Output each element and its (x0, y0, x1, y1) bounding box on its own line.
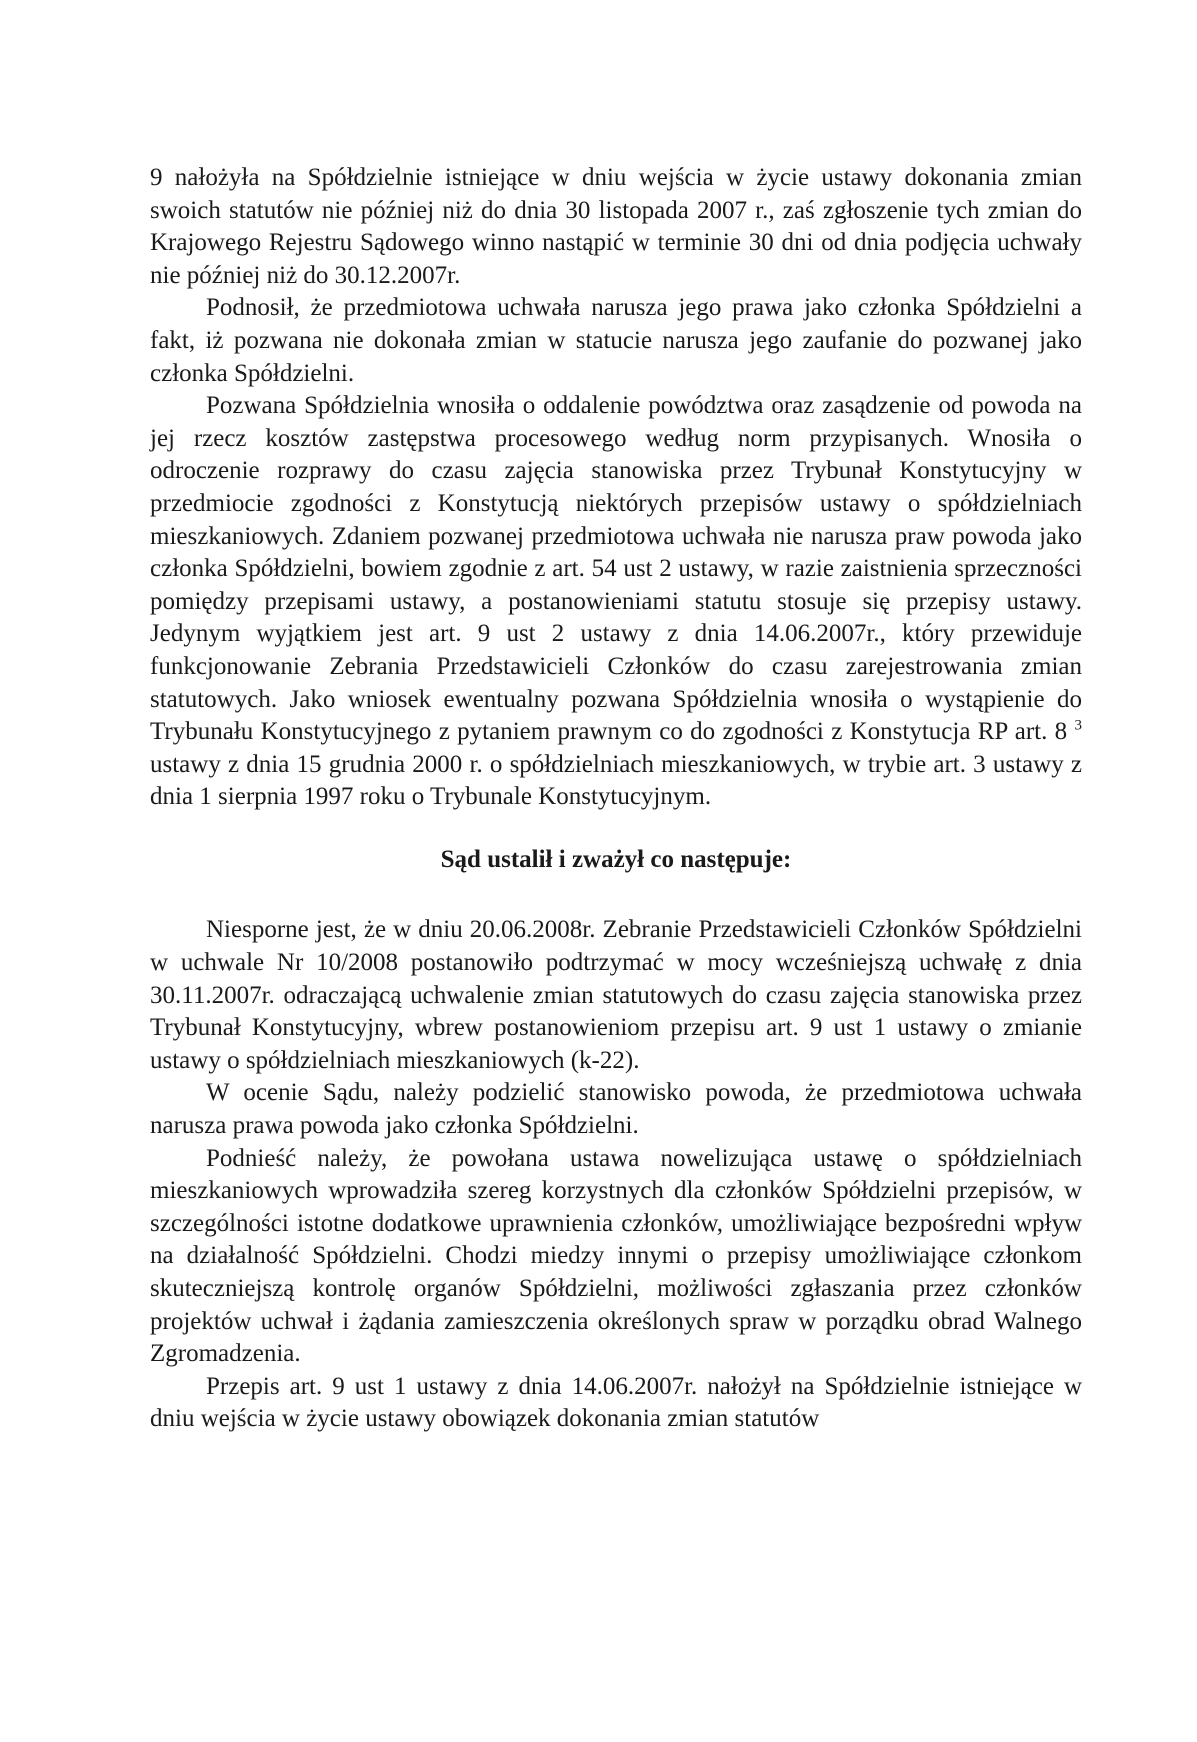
paragraph-7: Przepis art. 9 ust 1 ustawy z dnia 14.06.2007r. nałożył na Spółdzielnie istniejące w dniu wejścia w życie ustawy obowiązek dokonania zmian statutów (150, 1372, 1082, 1433)
paragraph-2: Podnosił, że przedmiotowa uchwała narusza jego prawa jako członka Spółdzielni a fakt, iż pozwana nie dokonała zmian w statucie narusza jego zaufanie do pozwanej jako członka Spółdzielni. (150, 294, 1082, 387)
paragraph-6: Podnieść należy, że powołana ustawa nowelizująca ustawę o spółdzielniach mieszkaniowych wprowadziła szereg korzystnych dla członków Spółdzielni przepisów, w szczególności istotne dodatkowe uprawnienia członków, umożliwiające bezpośredni wpływ na działalność Spółdzielni. Chodzi miedzy innymi o przepisy umożliwiające członkom skuteczniejszą kontrolę organów Spółdzielni, możliwości zgłaszania przez członków projektów uchwał i żądania zamieszczenia określonych spraw w porządku obrad Walnego Zgromadzenia. (150, 1144, 1082, 1368)
section-heading: Sąd ustalił i zważył co następuje: (440, 845, 792, 873)
paragraph-4: Niesporne jest, że w dniu 20.06.2008r. Zebranie Przedstawicieli Członków Spółdzielni w uchwale Nr 10/2008 postanowiło podtrzymać w mocy wcześniejszą uchwałę z dnia 30.11.2007r. odraczającą uchwalenie zmian statutowych do czasu zajęcia stanowiska przez Trybunał Konstytucyjny, wbrew postanowieniom przepisu art. 9 ust 1 ustawy o zmianie ustawy o spółdzielniach mieszkaniowych (k-22). (150, 916, 1082, 1074)
paragraph-3-part-a: Pozwana Spółdzielnia wnosiła o oddalenie powództwa oraz zasądzenie od powoda na jej rzecz kosztów zastępstwa procesowego według norm przypisanych. Wnosiła o odroczenie rozprawy do czasu zajęcia stanowiska przez Trybunał Konstytucyjny w przedmiocie zgodności z Konstytucją niektórych przepisów ustawy o spółdzielniach mieszkaniowych. Zdaniem pozwanej przedmiotowa uchwała nie narusza praw powoda jako członka Spółdzielni, bowiem zgodnie z art. 54 ust 2 ustawy, w razie zaistnienia sprzeczności pomiędzy przepisami ustawy, a postanowieniami statutu stosuje się przepisy ustawy. Jedynym wyjątkiem jest art. 9 ust 2 ustawy z dnia 14.06.2007r., który przewiduje funkcjonowanie Zebrania Przedstawicieli Członków do czasu zarejestrowania zmian statutowych. Jako wniosek ewentualny pozwana Spółdzielnia wnosiła o wystąpienie do Trybunału Konstytucyjnego z pytaniem prawnym co do zgodności z Konstytucja RP art. 8 (150, 392, 1082, 746)
document-page (150, 162, 1082, 1436)
paragraph-5: W ocenie Sądu, należy podzielić stanowisko powoda, że przedmiotowa uchwała narusza prawa powoda jako członka Spółdzielni. (150, 1079, 1082, 1140)
paragraph-1: 9 nałożyła na Spółdzielnie istniejące w dniu wejścia w życie ustawy dokonania zmian swoich statutów nie później niż do dnia 30 listopada 2007 r., zaś zgłoszenie tych zmian do Krajowego Rejestru Sądowego winno nastąpić w terminie 30 dni od dnia podjęcia uchwały nie później niż do 30.12.2007r. (150, 164, 1082, 289)
superscript-3: 3 (1074, 717, 1082, 734)
paragraph-3 (150, 390, 1082, 814)
paragraph-3-part-b: ustawy z dnia 15 grudnia 2000 r. o spółdzielniach mieszkaniowych, w trybie art. 3 ustawy z dnia 1 sierpnia 1997 roku o Trybunale Konstytucyjnym. (150, 750, 1082, 811)
